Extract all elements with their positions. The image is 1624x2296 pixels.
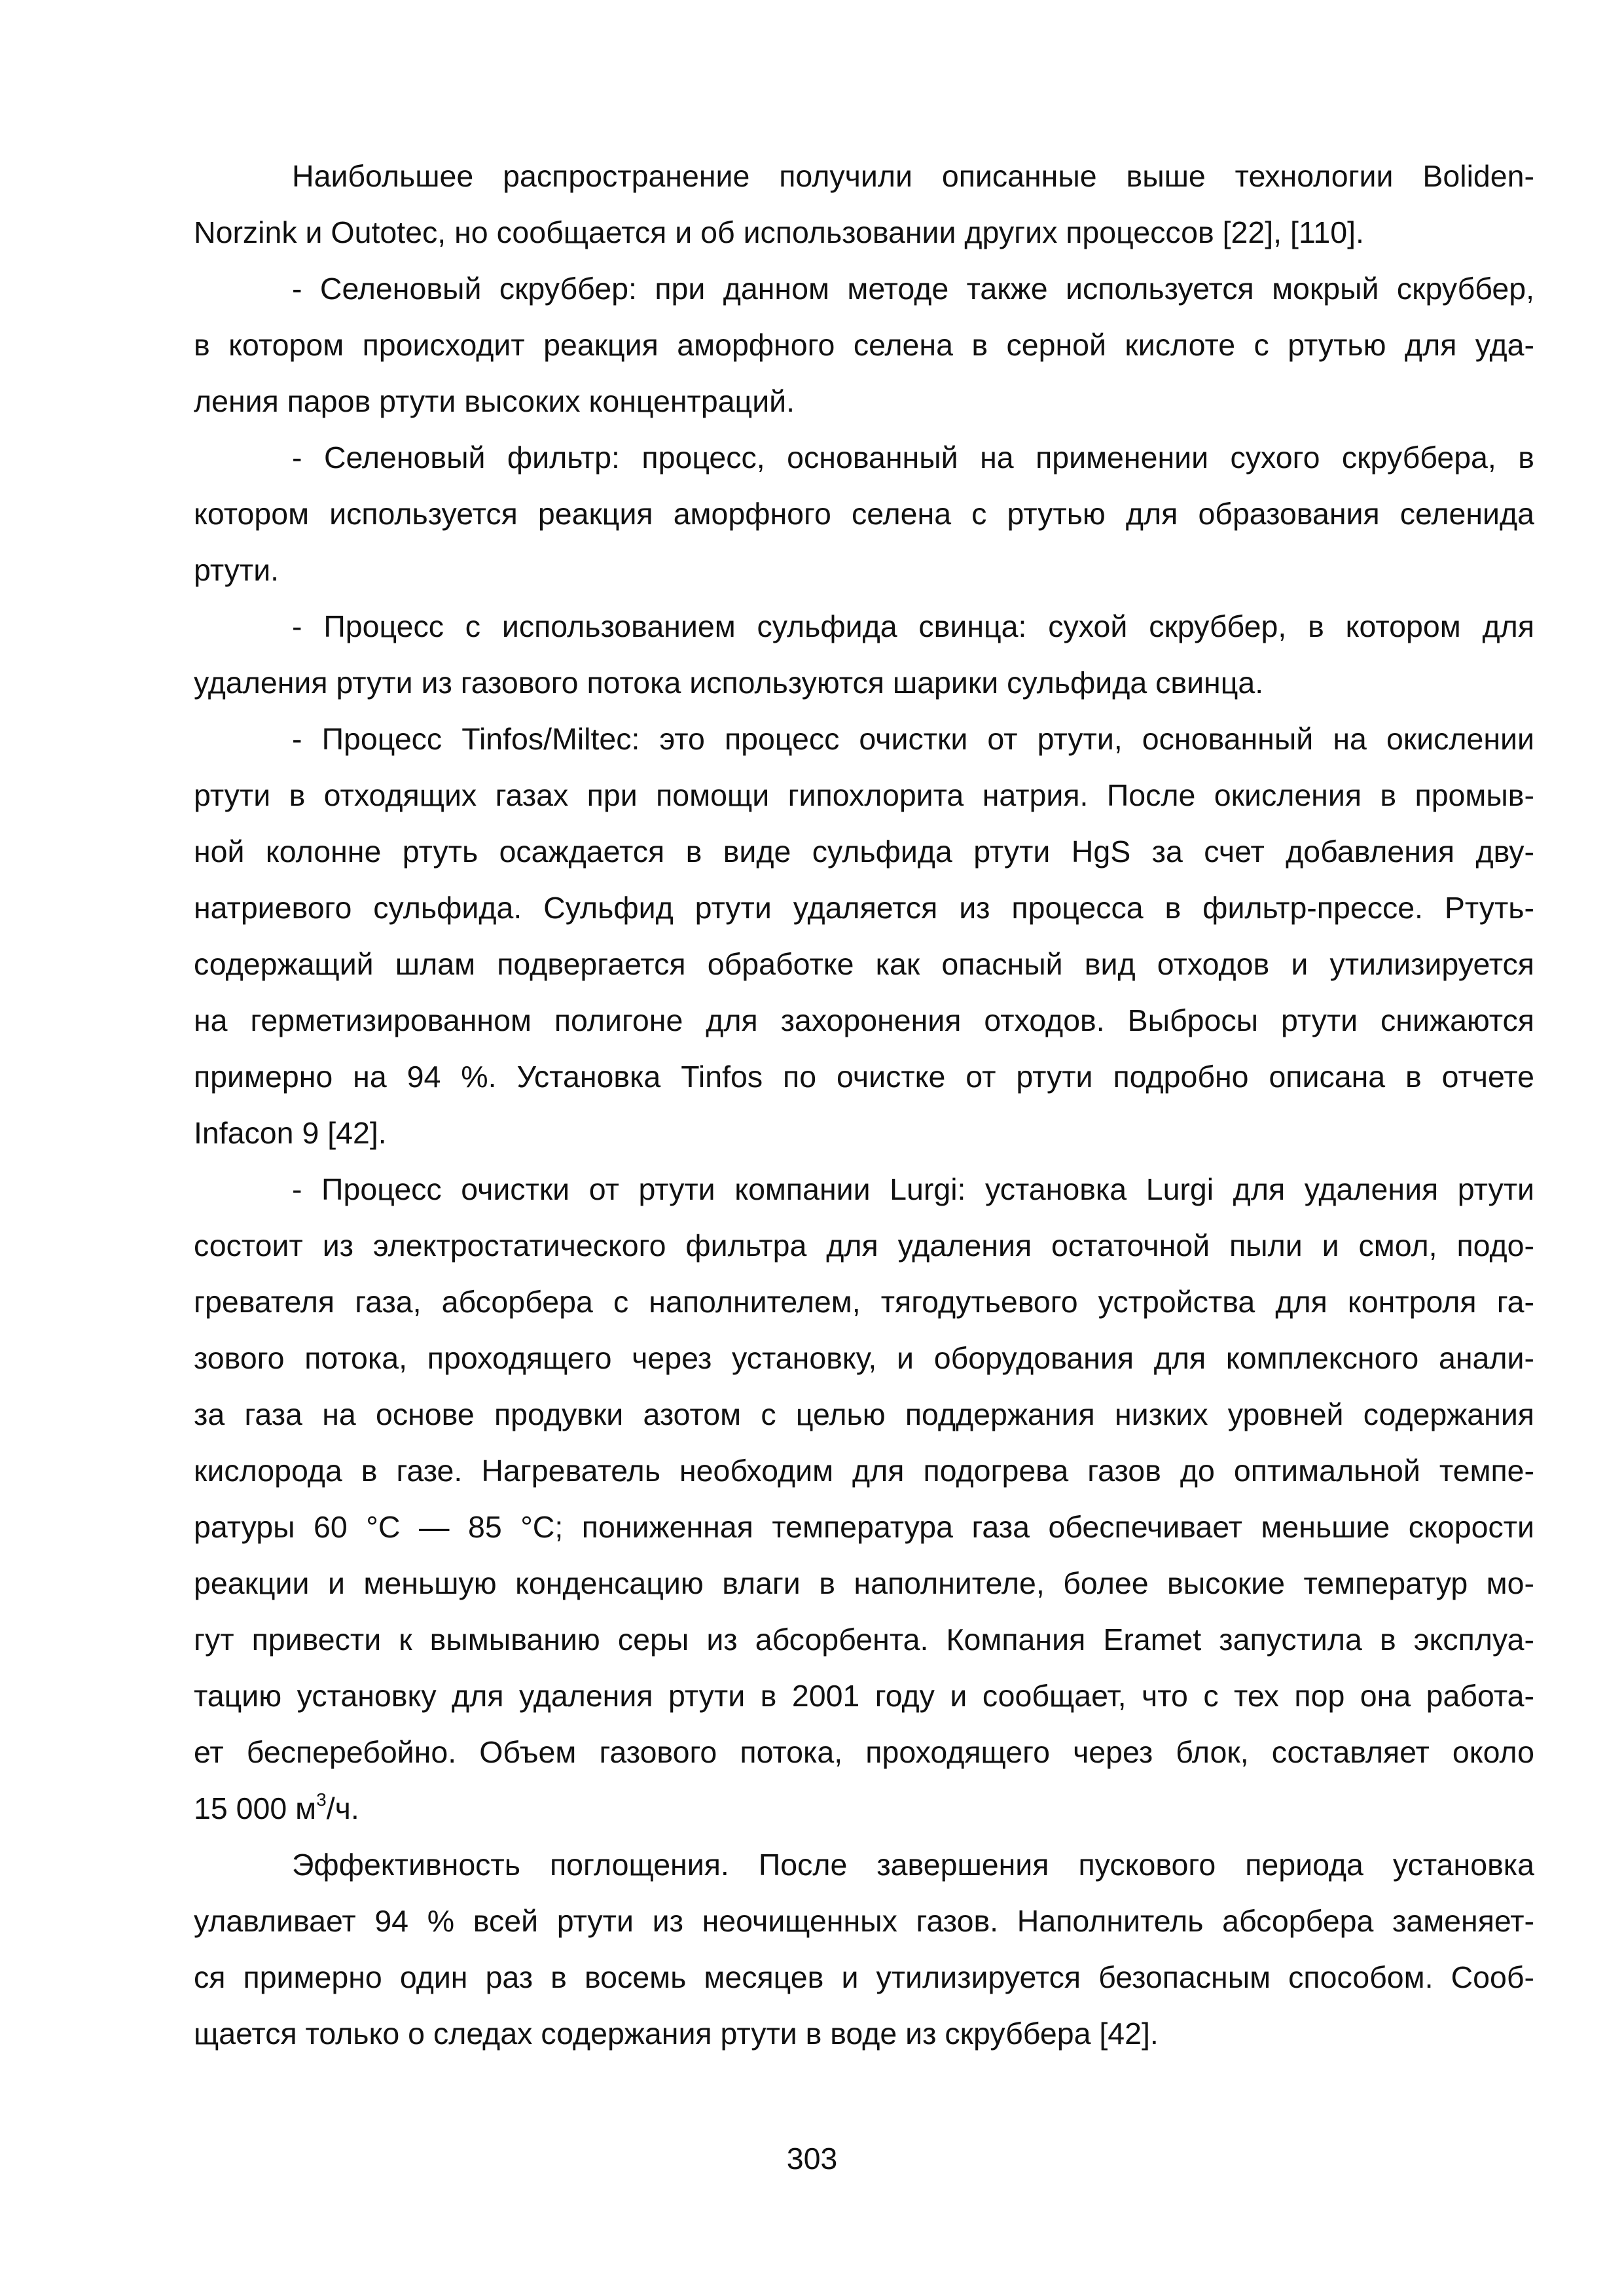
text-fragment: 15 000 м: [194, 1791, 317, 1825]
text-line: котором используется реакция аморфного селена с ртутью для образования селенида: [194, 497, 1534, 531]
text-line: ртути в отходящих газах при помощи гипохлорита натрия. После окисления в промыв-: [194, 778, 1534, 812]
text-line: натриевого сульфида. Сульфид ртути удаляется из процесса в фильтр-прессе. Ртуть-: [194, 891, 1534, 925]
text-line: примерно на 94 %. Установка Tinfos по очистке от ртути подробно описана в отчете: [194, 1060, 1534, 1094]
text-line: за газа на основе продувки азотом с целью поддержания низких уровней содержания: [194, 1397, 1534, 1431]
text-line: ратуры 60 °C — 85 °C; пониженная температура газа обеспечивает меньшие скорости: [194, 1510, 1534, 1544]
text-line: тацию установку для удаления ртути в 2001 году и сообщает, что с тех пор она работа-: [194, 1679, 1534, 1713]
text-line: в котором происходит реакция аморфного селена в серной кислоте с ртутью для уда-: [194, 328, 1534, 362]
text-line: - Процесс очистки от ртути компании Lurgi: установка Lurgi для удаления ртути: [292, 1172, 1534, 1206]
text-line: Infacon 9 [42].: [194, 1116, 387, 1150]
paragraph-tinfos-miltec: [194, 711, 1534, 1161]
text-line: Эффективность поглощения. После завершения пускового периода установка: [292, 1848, 1534, 1882]
body-text: [194, 148, 1534, 2062]
paragraph-lurgi: [194, 1161, 1534, 1837]
text-line: ет бесперебойно. Объем газового потока, проходящего через блок, составляет около: [194, 1735, 1534, 1769]
paragraph-selenium-scrubber: [194, 260, 1534, 429]
paragraph-efficiency: [194, 1837, 1534, 2062]
text-line: - Селеновый скруббер: при данном методе также используется мокрый скруббер,: [292, 272, 1534, 306]
text-line: реакции и меньшую конденсацию влаги в наполнителе, более высокие температур мо-: [194, 1566, 1534, 1600]
text-line: удаления ртути из газового потока используются шарики сульфида свинца.: [194, 666, 1264, 700]
text-line: - Селеновый фильтр: процесс, основанный на применении сухого скруббера, в: [292, 440, 1534, 475]
paragraph-intro: [194, 148, 1534, 260]
text-line: Наибольшее распространение получили описанные выше технологии Boliden-: [292, 159, 1534, 193]
text-line: ртути.: [194, 553, 280, 587]
text-line: состоит из электростатического фильтра для удаления остаточной пыли и смол, подо-: [194, 1229, 1534, 1263]
text-fragment: /ч.: [326, 1791, 359, 1825]
paragraph-lead-sulfide: [194, 598, 1534, 711]
text-line: Norzink и Outotec, но сообщается и об использовании других процессов [22], [110].: [194, 215, 1364, 249]
text-line: - Процесс с использованием сульфида свинца: сухой скруббер, в котором для: [292, 609, 1534, 643]
text-line: улавливает 94 % всей ртути из неочищенных газов. Наполнитель абсорбера заменяет-: [194, 1904, 1534, 1938]
paragraph-selenium-filter: [194, 429, 1534, 598]
text-line: кислорода в газе. Нагреватель необходим для подогрева газов до оптимальной темпе-: [194, 1454, 1534, 1488]
text-line: на герметизированном полигоне для захоронения отходов. Выбросы ртути снижаются: [194, 1003, 1534, 1037]
text-line: щается только о следах содержания ртути в воде из скруббера [42].: [194, 2017, 1159, 2051]
superscript: 3: [316, 1789, 327, 1810]
text-line: гут привести к вымыванию серы из абсорбента. Компания Eramet запустила в эксплуа-: [194, 1623, 1534, 1657]
text-line: содержащий шлам подвергается обработке как опасный вид отходов и утилизируется: [194, 947, 1534, 981]
text-line: зового потока, проходящего через установку, и оборудования для комплексного анали-: [194, 1341, 1534, 1375]
text-line: гревателя газа, абсорбера с наполнителем, тягодутьевого устройства для контроля га-: [194, 1285, 1534, 1319]
text-line: [194, 1780, 1534, 1837]
text-line: ной колонне ртуть осаждается в виде сульфида ртути HgS за счет добавления дву-: [194, 834, 1534, 869]
text-line: - Процесс Tinfos/Miltec: это процесс очистки от ртути, основанный на окислении: [292, 722, 1534, 756]
text-line: ления паров ртути высоких концентраций.: [194, 384, 795, 418]
page-number: 303: [786, 2142, 838, 2176]
text-line: ся примерно один раз в восемь месяцев и утилизируется безопасным способом. Сооб-: [194, 1960, 1534, 1994]
